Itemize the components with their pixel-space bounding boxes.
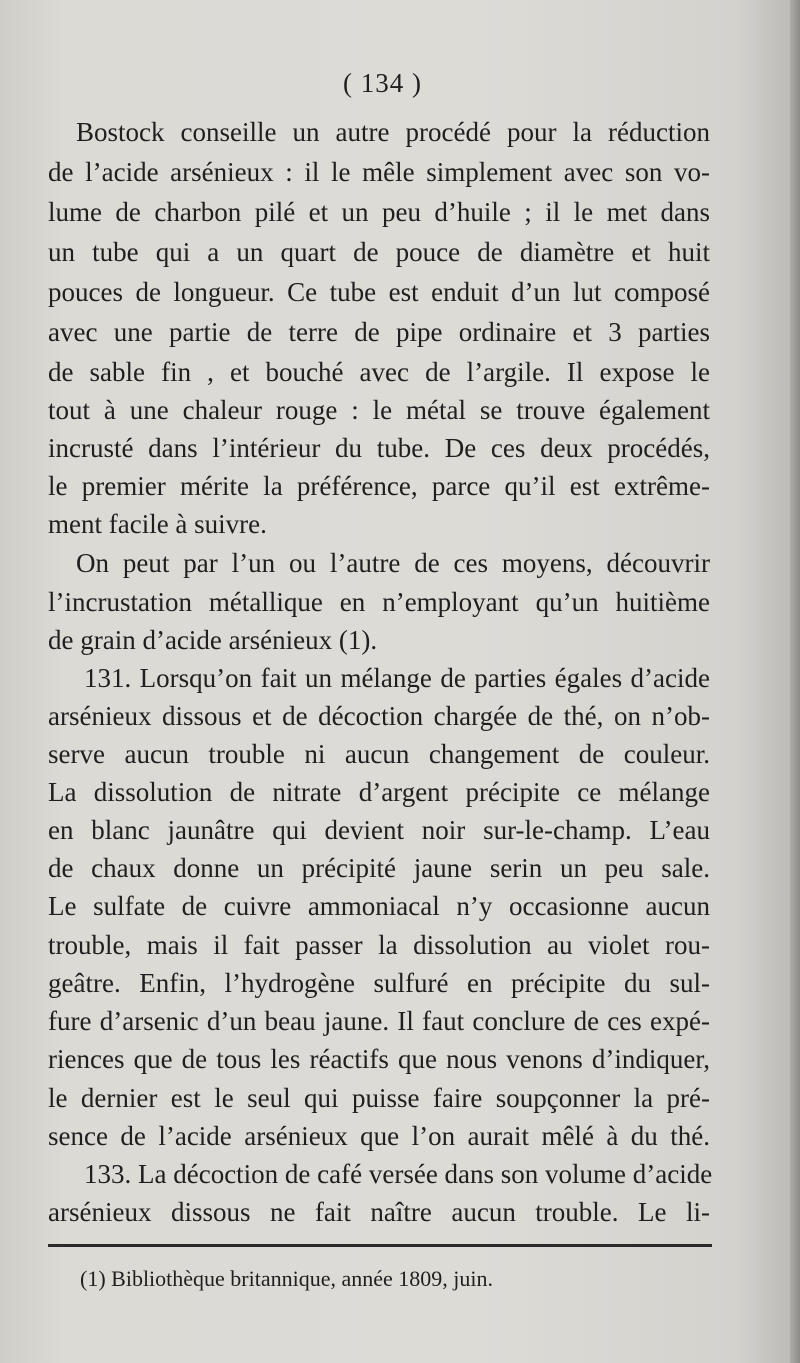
page-number: ( 134 ) bbox=[343, 68, 422, 98]
text-line-13: l’incrustation métallique en n’employant qu’un huitième bbox=[48, 587, 710, 617]
text-line-22: trouble, mais il fait passer la dissolution au violet rou- bbox=[48, 930, 710, 960]
text-line-27: sence de l’acide arsénieux que l’on aurait mêlé à du thé. bbox=[48, 1121, 710, 1151]
text-line-24: fure d’arsenic d’un beau jaune. Il faut conclure de ces expé- bbox=[48, 1006, 710, 1036]
text-line-26: le dernier est le seul qui puisse faire soupçonner la pré- bbox=[48, 1083, 710, 1113]
text-line-1: Bostock conseille un autre procédé pour la réduction bbox=[76, 117, 710, 147]
text-line-9: incrusté dans l’intérieur du tube. De ces deux procédés, bbox=[48, 433, 710, 463]
text-line-18: La dissolution de nitrate d’argent précipite ce mélange bbox=[48, 777, 710, 807]
text-line-11: ment facile à suivre. bbox=[48, 509, 267, 539]
text-line-2: de l’acide arsénieux : il le mêle simplement avec son vo- bbox=[48, 157, 710, 187]
text-line-12: On peut par l’un ou l’autre de ces moyens, découvrir bbox=[76, 548, 710, 578]
text-line-28: 133. La décoction de café versée dans son volume d’acide bbox=[84, 1159, 713, 1189]
text-line-5: pouces de longueur. Ce tube est enduit d’un lut composé bbox=[48, 277, 710, 307]
text-line-19: en blanc jaunâtre qui devient noir sur-le-champ. L’eau bbox=[48, 815, 710, 845]
text-line-17: serve aucun trouble ni aucun changement de couleur. bbox=[48, 739, 710, 769]
text-line-25: riences que de tous les réactifs que nous venons d’indiquer, bbox=[48, 1044, 710, 1074]
text-line-16: arsénieux dissous et de décoction chargée de thé, on n’ob- bbox=[48, 701, 710, 731]
text-line-4: un tube qui a un quart de pouce de diamètre et huit bbox=[48, 237, 710, 267]
text-line-23: geâtre. Enfin, l’hydrogène sulfuré en précipite du sul- bbox=[48, 968, 710, 998]
footnote-rule bbox=[48, 1244, 712, 1247]
text-line-15: 131. Lorsqu’on fait un mélange de parties égales d’acide bbox=[84, 663, 710, 693]
text-line-21: Le sulfate de cuivre ammoniacal n’y occasionne aucun bbox=[48, 891, 710, 921]
text-line-10: le premier mérite la préférence, parce qu’il est extrême- bbox=[48, 471, 710, 501]
text-line-7: de sable fin , et bouché avec de l’argile. Il expose le bbox=[48, 357, 710, 387]
text-line-6: avec une partie de terre de pipe ordinaire et 3 parties bbox=[48, 317, 710, 347]
text-line-8: tout à une chaleur rouge : le métal se trouve également bbox=[48, 395, 710, 425]
text-line-20: de chaux donne un précipité jaune serin un peu sale. bbox=[48, 853, 710, 883]
text-line-14: de grain d’acide arsénieux (1). bbox=[48, 625, 378, 655]
footnote: (1) Bibliothèque britannique, année 1809, juin. bbox=[80, 1266, 494, 1291]
text-line-29: arsénieux dissous ne fait naître aucun trouble. Le li- bbox=[48, 1197, 710, 1227]
text-line-3: lume de charbon pilé et un peu d’huile ; il le met dans bbox=[48, 197, 710, 227]
page-edge-shadow bbox=[790, 0, 800, 1363]
